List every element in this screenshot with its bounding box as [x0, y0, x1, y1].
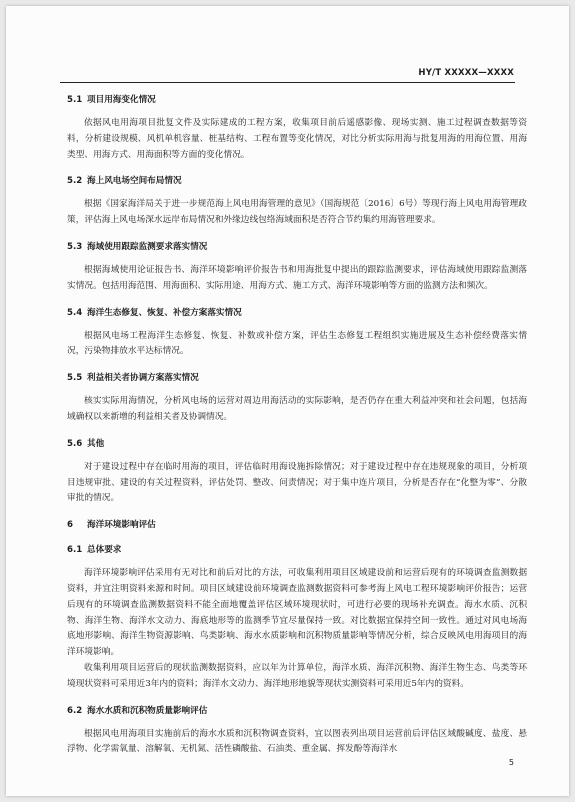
section-heading	[67, 372, 527, 385]
section-number: 5.6	[67, 438, 83, 449]
section-number: 5.4	[67, 307, 83, 318]
section-number: 5.2	[67, 176, 83, 187]
section-title: 海洋生态修复、恢复、补偿方案落实情况	[87, 307, 242, 318]
body-paragraph: 对于建设过程中存在临时用海的项目，评估临时用海设施拆除情况；对于建设过程中存在违规现象的项目，分析项目违规审批、建设的有关过程资料，评估处罚、整改、问责情况；对于集中连片项目，分析是否存在“化整为零”、分散审批的情况。	[67, 461, 527, 504]
section-heading	[67, 241, 527, 254]
document-code: HY/T XXXXX—XXXX	[418, 68, 514, 78]
section-number: 6.1	[67, 545, 83, 556]
body-paragraph: 根据海域使用论证报告书、海洋环境影响评价报告书和用海批复中提出的跟踪监测要求，评估海域使用跟踪监测落实情况。包括用海范围、用海面积、实际用途、用海方式、施工方式、海洋环境影响等方面的监测方法和频次。	[67, 264, 527, 291]
section-heading	[67, 438, 527, 451]
section-heading	[67, 705, 527, 718]
page-number: 5	[508, 758, 514, 767]
section-number: 6.2	[67, 705, 83, 716]
body-paragraph: 依据风电用海项目批复文件及实际建成的工程方案，收集项目前后遥感影像、现场实测、施工过程调查数据等资料，分析建设规模、风机单机容量、桩基结构、工程布置等变化情况，对比分析实际用海与批复用海的用海位置、用海类型、用海方式、用海面积等方面的变化情况。	[67, 118, 527, 160]
section-title: 海水水质和沉积物质量影响评估	[87, 705, 208, 716]
section-title: 其他	[87, 438, 105, 449]
body-paragraph: 核实实际用海情况，分析风电场的运营对周边用海活动的实际影响，是否仍存在重大利益冲突和社会问题，包括海域确权以来新增的利益相关者及协调情况。	[67, 396, 527, 422]
section-heading	[67, 94, 527, 107]
body-paragraph: 根据《国家海洋局关于进一步规范海上风电用海管理的意见》（国海规范〔2016〕6号）等现行海上风电用海管理政策，评估海上风电场深水远岸布局情况和外缘边线包络海域面积是否符合节约集约用海管理要求。	[67, 199, 527, 226]
section-heading	[67, 175, 527, 188]
section-heading	[67, 519, 527, 532]
page-body	[67, 94, 527, 758]
section-number: 6	[67, 520, 73, 531]
body-paragraph: 收集利用项目运营后的现状监测数据资料，应以年为计算单位，海洋水质、海洋沉积物、海洋生物生态、鸟类等环境现状资料可采用近3年内的资料；海洋水文动力、海洋地形地貌等现状实测资料可采用近5年内的资料。	[67, 662, 527, 689]
section-number: 5.5	[67, 373, 83, 384]
body-paragraph: 海洋环境影响评估采用有无对比和前后对比的方法，可收集利用项目区域建设前和运营后现有的环境调查监测数据资料，并宜注明资料来源和时间。项目区域建设前环境调查监测数据资料可参考海上风电工程环境影响评价报告；运营后现有的环境调查监测数据资料不能全面地覆盖评估区域环境现状时，可进行必要的现场补充调查。海水水质、沉积物、海洋生物、海洋水文动力、海底地形等的监测季节宜尽量保持一致。对比数据宜保持空间一致性。通过对风电场海底地形影响、海洋生物资源影响、鸟类影响、海水水质影响和沉积物质量影响等情况分析，综合反映风电用海项目的海洋环境影响。	[67, 568, 527, 658]
body-paragraph: 根据风电场工程海洋生态修复、恢复、补数或补偿方案，评估生态修复工程组织实施进展及生态补偿经费落实情况，污染物排放水平达标情况。	[67, 330, 527, 357]
body-paragraph: 根据风电用海项目实施前后的海水水质和沉积物调查资料，宜以图表列出项目运营前后评估区域酸碱度、盐度、悬浮物、化学需氧量、溶解氧、无机氮、活性磷酸盐、石油类、重金属、挥发酚等海洋水	[67, 728, 527, 755]
section-number: 5.1	[67, 95, 83, 105]
header-rule	[60, 82, 515, 83]
document-page	[6, 6, 569, 796]
section-number: 5.3	[67, 241, 83, 252]
section-heading	[67, 307, 527, 320]
section-title: 项目用海变化情况	[87, 95, 156, 105]
section-title: 海上风电场空间布局情况	[87, 176, 182, 187]
section-title: 海域使用跟踪监测要求落实情况	[87, 241, 208, 252]
section-heading	[67, 544, 527, 557]
section-title: 利益相关者协调方案落实情况	[87, 373, 199, 384]
section-title: 总体要求	[87, 545, 122, 556]
section-title: 海洋环境影响评估	[87, 520, 156, 531]
